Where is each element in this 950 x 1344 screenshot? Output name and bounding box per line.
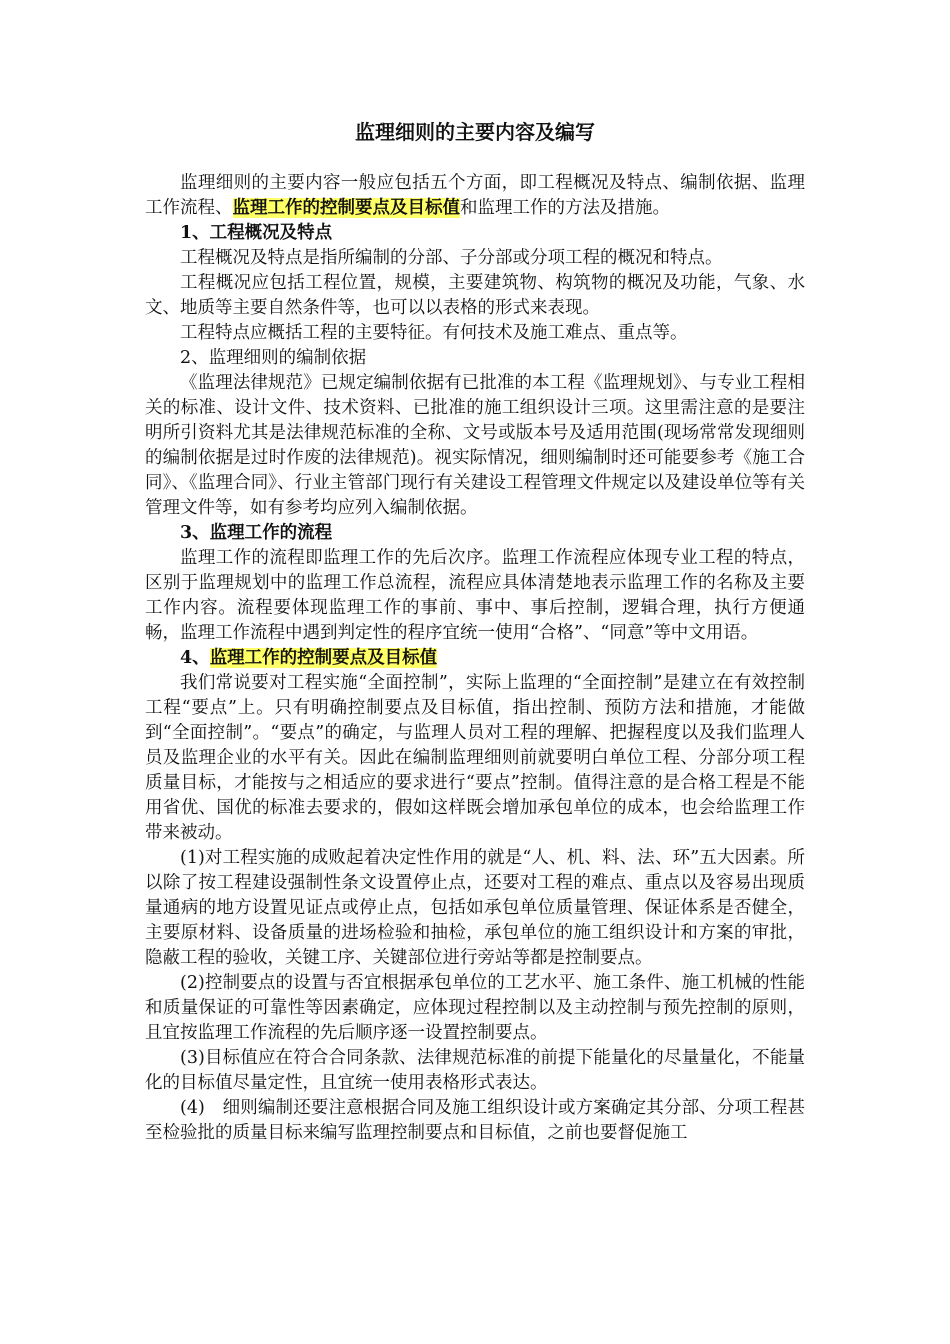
document-page	[145, 118, 805, 1146]
section-2-paragraph-1: 《监理法律规范》已规定编制依据有已批准的本工程《监理规划》、与专业工程相关的标准、设计文件、技术资料、已批准的施工组织设计三项。这里需注意的是要注明所引资料尤其是法律规范标准的全称、文号或版本号及适用范围(现场常常发现细则的编制依据是过时作废的法律规范)。视实际情况，细则编制时还可能要参考《施工合同》、《监理合同》、行业主管部门现行有关建设工程管理文件规定以及建设单位等有关管理文件等，如有参考均应列入编制依据。	[145, 373, 805, 518]
intro-highlight: 监理工作的控制要点及目标值	[232, 198, 460, 218]
document-title: 监理细则的主要内容及编写	[355, 120, 595, 144]
section-4-paragraph-5: (4) 细则编制还要注意根据合同及施工组织设计或方案确定其分部、分项工程甚至检验批的质量目标来编写监理控制要点和目标值，之前也要督促施工	[145, 1098, 805, 1143]
section-1-heading: 1、工程概况及特点	[180, 223, 333, 243]
section-4-heading-prefix: 4、	[180, 648, 210, 668]
section-2-heading: 2、监理细则的编制依据	[180, 348, 367, 368]
section-4-paragraph-2: (1)对工程实施的成败起着决定性作用的就是“人、机、料、法、环”五大因素。所以除了按工程建设强制性条文设置停止点，还要对工程的难点、重点以及容易出现质量通病的地方设置见证点或停止点，包括如承包单位质量管理、保证体系是否健全，主要原材料、设备质量的进场检验和抽检，承包单位的施工组织设计和方案的审批，隐蔽工程的验收，关键工序、关键部位进行旁站等都是控制要点。	[145, 848, 805, 968]
section-3-paragraph-1: 监理工作的流程即监理工作的先后次序。监理工作流程应体现专业工程的特点，区别于监理规划中的监理工作总流程，流程应具体清楚地表示监理工作的名称及主要工作内容。流程要体现监理工作的事前、事中、事后控制，逻辑合理，执行方便通畅，监理工作流程中遇到判定性的程序宜统一使用“合格”、“同意”等中文用语。	[145, 548, 805, 643]
section-4-paragraph-1: 我们常说要对工程实施“全面控制”，实际上监理的“全面控制”是建立在有效控制工程“要点”上。只有明确控制要点及目标值，指出控制、预防方法和措施，才能做到“全面控制”。“要点”的确定，与监理人员对工程的理解、把握程度以及我们监理人员及监理企业的水平有关。因此在编制监理细则前就要明白单位工程、分部分项工程质量目标，才能按与之相适应的要求进行“要点”控制。值得注意的是合格工程是不能用省优、国优的标准去要求的，假如这样既会增加承包单位的成本，也会给监理工作带来被动。	[145, 673, 805, 843]
section-3-heading: 3、监理工作的流程	[180, 523, 333, 543]
section-1-paragraph-1: 工程概况及特点是指所编制的分部、子分部或分项工程的概况和特点。	[180, 248, 723, 268]
section-4-heading	[145, 646, 805, 671]
section-1-paragraph-3: 工程特点应概括工程的主要特征。有何技术及施工难点、重点等。	[180, 323, 688, 343]
section-1-paragraph-2: 工程概况应包括工程位置，规模，主要建筑物、构筑物的概况及功能，气象、水文、地质等主要自然条件等，也可以以表格的形式来表现。	[145, 273, 805, 318]
intro-text-before: 监理细则的主要内容一般应包括五个方面，即工程概况及特点、编制依据、监理工作流程、	[145, 173, 805, 218]
section-4-heading-highlight: 监理工作的控制要点及目标值	[209, 648, 438, 668]
section-4-paragraph-4: (3)目标值应在符合合同条款、法律规范标准的前提下能量化的尽量量化，不能量化的目标值尽量定性，且宜统一使用表格形式表达。	[145, 1048, 805, 1093]
section-4-paragraph-3: (2)控制要点的设置与否宜根据承包单位的工艺水平、施工条件、施工机械的性能和质量保证的可靠性等因素确定，应体现过程控制以及主动控制与预先控制的原则，且宜按监理工作流程的先后顺序逐一设置控制要点。	[145, 973, 805, 1043]
intro-paragraph	[145, 171, 805, 221]
intro-text-after: 和监理工作的方法及措施。	[460, 198, 670, 218]
